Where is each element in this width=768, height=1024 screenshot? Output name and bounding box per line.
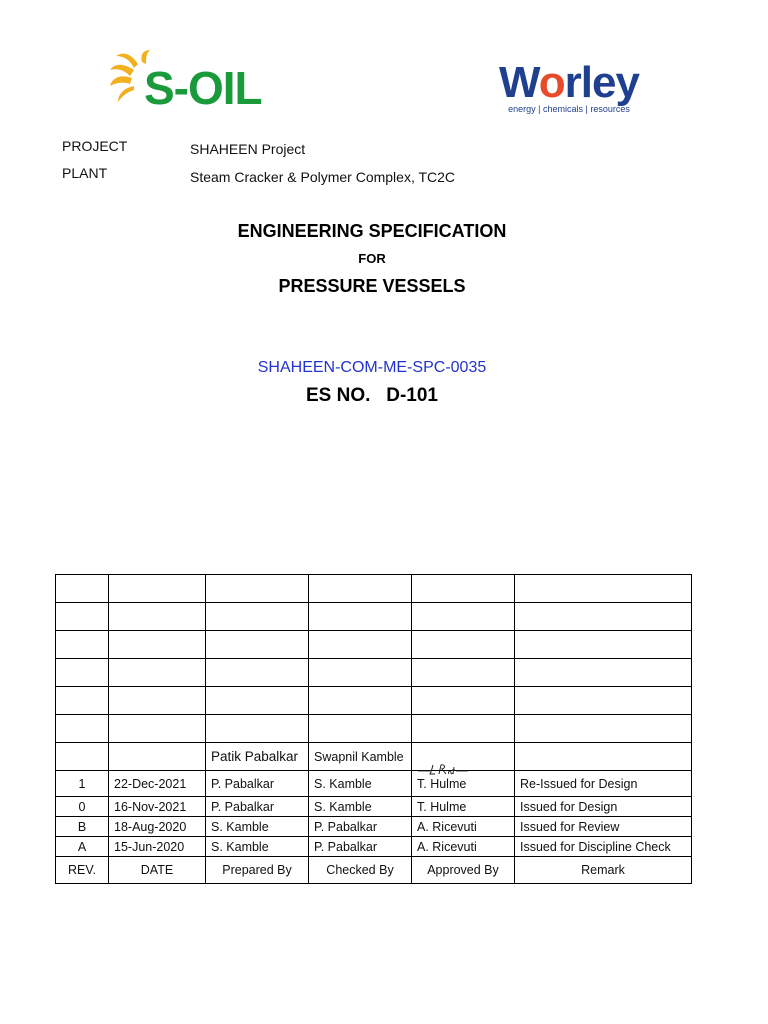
rev-cell: B — [56, 817, 109, 837]
header-rev: REV. — [56, 857, 109, 884]
table-row — [56, 817, 692, 837]
es-number: ES NO. D-101 — [306, 385, 438, 406]
date-cell: 16-Nov-2021 — [109, 797, 206, 817]
approved-cell: A. Ricevuti — [412, 817, 515, 837]
prepared-cell: S. Kamble — [206, 817, 309, 837]
date-cell: 22-Dec-2021 — [109, 771, 206, 797]
header-remark: Remark — [515, 857, 692, 884]
header-date: DATE — [109, 857, 206, 884]
prepared-cell: P. Pabalkar — [206, 771, 309, 797]
table-row — [56, 631, 692, 659]
checked-cell: P. Pabalkar — [309, 817, 412, 837]
s-oil-wordmark: S-OIL — [144, 62, 262, 114]
table-row — [56, 603, 692, 631]
title-line-3: PRESSURE VESSELS — [278, 276, 466, 296]
worley-logo — [484, 60, 654, 116]
date-cell: 18-Aug-2020 — [109, 817, 206, 837]
project-value: SHAHEEN Project — [190, 141, 306, 157]
title-line-1: ENGINEERING SPECIFICATION — [237, 221, 507, 241]
prepared-signature: Patik Pabalkar — [206, 743, 309, 771]
approved-cell: A. Ricevuti — [412, 837, 515, 857]
revision-table — [55, 574, 692, 884]
rev-cell: A — [56, 837, 109, 857]
rev-cell: 1 — [56, 771, 109, 797]
worley-tagline: energy | chemicals | resources — [508, 104, 630, 114]
checked-signature: Swapnil Kamble — [309, 743, 412, 771]
document-number: SHAHEEN-COM-ME-SPC-0035 — [257, 359, 487, 376]
table-row — [56, 575, 692, 603]
header-prepared: Prepared By — [206, 857, 309, 884]
plant-value: Steam Cracker & Polymer Complex, TC2C — [190, 169, 456, 185]
project-label: PROJECT — [62, 138, 128, 154]
worley-wordmark: Worley — [499, 58, 639, 107]
table-row — [56, 837, 692, 857]
rev-cell: 0 — [56, 797, 109, 817]
prepared-cell: P. Pabalkar — [206, 797, 309, 817]
header-checked: Checked By — [309, 857, 412, 884]
table-header-row — [56, 857, 692, 884]
checked-cell: P. Pabalkar — [309, 837, 412, 857]
table-row — [56, 715, 692, 743]
table-row — [56, 659, 692, 687]
title-line-2: FOR — [358, 251, 386, 266]
approved-cell: T. Hulme — [412, 771, 515, 797]
checked-cell: S. Kamble — [309, 797, 412, 817]
prepared-cell: S. Kamble — [206, 837, 309, 857]
header-approved: Approved By — [412, 857, 515, 884]
remark-cell: Re-Issued for Design — [515, 771, 692, 797]
table-row — [56, 687, 692, 715]
signature-row — [56, 743, 692, 771]
table-row — [56, 771, 692, 797]
table-row — [56, 797, 692, 817]
remark-cell: Issued for Design — [515, 797, 692, 817]
checked-cell: S. Kamble — [309, 771, 412, 797]
plant-label: PLANT — [62, 165, 108, 181]
approved-cell: T. Hulme — [412, 797, 515, 817]
remark-cell: Issued for Review — [515, 817, 692, 837]
s-oil-logo — [108, 50, 318, 118]
date-cell: 15-Jun-2020 — [109, 837, 206, 857]
remark-cell: Issued for Discipline Check — [515, 837, 692, 857]
approver-signature-mark — [418, 762, 468, 778]
